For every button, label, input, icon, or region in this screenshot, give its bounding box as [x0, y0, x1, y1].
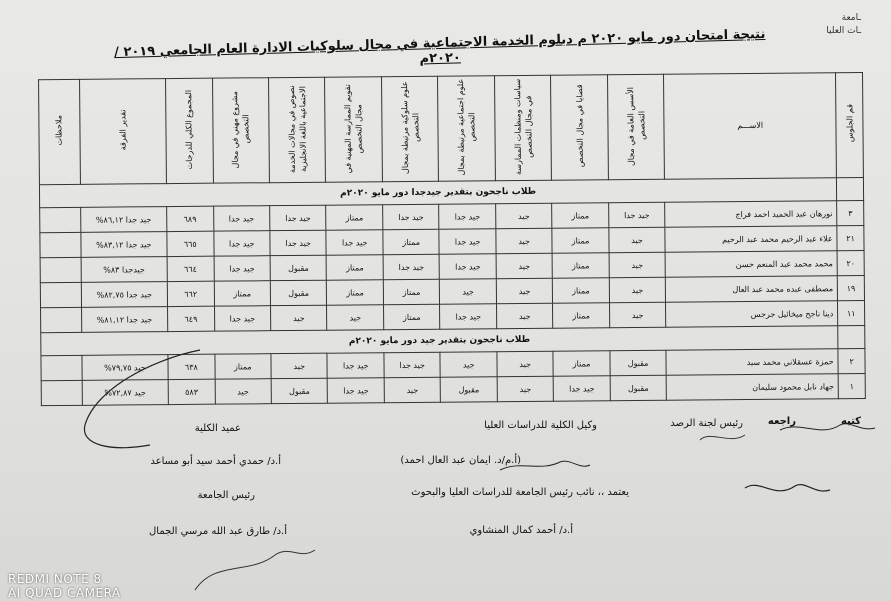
header-col4: علوم اجتماعية مرتبطة بمجال التخصص: [438, 76, 495, 181]
header-col5: علوم سلوكية مرتبطة بمجال التخصص: [381, 76, 438, 181]
vice-dean-label: وكيل الكلية للدراسات العليا: [484, 420, 597, 431]
student-name: محمد محمد عبد المنعم حسن: [665, 251, 837, 277]
camera-watermark: [8, 572, 121, 600]
header-grade: تقدير الفرقة: [79, 79, 166, 185]
president-name: أ.د/ طارق عبد الله مرسي الجمال: [149, 526, 287, 537]
student-name: جهاد نابل محمود سليمان: [666, 374, 838, 400]
table-row: ١ جهاد نابل محمود سليمان مقبول جيد جدا جيد مقبول جيد جيد جدا مقبول جيد ٥٨٣ جيد ٧٢,٨٧%: [41, 373, 865, 405]
table-row: ١١ دينا ناجح ميخائيل جرجس جيد ممتاز جيد جيد جدا ممتاز جيد جيد جيد جدا ٦٤٩ جيد جدا ٨١,١٢%: [41, 300, 865, 332]
header-notes: ملاحظات: [39, 79, 80, 184]
camera-tag: AI QUAD CAMERA: [8, 586, 121, 600]
section-title-2: طلاب ناجحون بتقدير جيد دور مايو ٢٠٢٠م: [41, 326, 838, 356]
table-row: ٢١ علاء عبد الرحيم محمد عبد الرحيم جيد ممتاز جيد جيد جدا ممتاز جيد جدا جيد جدا جيد جدا ٦٦٥ جيد جدا ٨٣,١٢%: [40, 225, 864, 257]
header-total: المجموع الكلي للدرجات: [166, 78, 213, 183]
table-row: ٢ حمزة عسقلاني محمد سيد مقبول ممتاز جيد جيد جيد جدا جيد جدا جيد ممتاز ٦٣٨ جيد ٧٩,٧٥%: [41, 348, 865, 380]
corner-line-2: ـات العليا: [826, 26, 861, 36]
dean-name: أ.د/ حمدي أحمد سيد أبو مساعد: [150, 456, 281, 467]
table-row: ١٩ مصطفى عبده محمد عبد العال جيد ممتاز جيد جيد ممتاز ممتاز مقبول ممتاز ٦٦٢ جيد جدا ٨٢,٧٥%: [40, 275, 864, 307]
student-name: حمزة عسقلاني محمد سيد: [666, 349, 838, 375]
corner-line-1: ـامعة: [841, 13, 861, 23]
dean-label: عميد الكلية: [194, 423, 241, 434]
table-row: ٢٠ محمد محمد عبد المنعم حسن جيد ممتاز جيد جيد جدا جيد جدا ممتاز مقبول جيد جدا ٦٦٤ جيدجدا ٨٣%: [40, 250, 864, 282]
header-col6: تقويم الممارسة المهنية في مجال التخصص: [325, 77, 382, 182]
camera-model: REDMI NOTE 8: [8, 572, 102, 586]
committee-label: رئيس لجنة الرصد: [670, 418, 743, 429]
approve-label: يعتمد ،، نائب رئيس الجامعة للدراسات العليا والبحوث: [411, 487, 629, 498]
student-name: نورهان عبد الحميد احمد فراج: [665, 201, 837, 227]
table-row: ٣ نورهان عبد الحميد احمد فراج جيد جدا ممتاز جيد جيد جدا جيد جدا ممتاز جيد جدا جيد جدا ٦٨٩ جيد جدا ٨٦,١٢%: [40, 200, 864, 232]
writer-label: كتبه: [840, 416, 861, 427]
header-name: الاســـم: [664, 73, 837, 179]
vice-dean-name: (أ.م/د. ايمان عبد العال احمد): [400, 455, 521, 466]
section-title-1: طلاب ناجحون بتقدير جيدجدا دور مايو ٢٠٢٠م: [39, 178, 836, 208]
header-col2: قضايا في مجال التخصص: [551, 75, 608, 180]
student-name: علاء عبد الرحيم محمد عبد الرحيم: [665, 226, 837, 252]
student-name: دينا ناجح ميخائيل جرجس: [666, 301, 838, 327]
page-title: نتيجة امتحان دور مايو ٢٠٢٠ م دبلوم الخدمة الاجتماعية في مجال سلوكيات الادارة العام الجامعي ٢٠١٩ / ٢٠٢٠م: [113, 26, 766, 67]
reviewer-label: راجعه: [767, 416, 796, 427]
president-label: رئيس الجامعة: [197, 490, 255, 501]
header-col7: نصوص في مجالات الخدمة الاجتماعية باللغة الانجليزية: [269, 77, 326, 182]
approve-name: أ.د/ أحمد كمال المنشاوي: [469, 525, 573, 536]
student-name: مصطفى عبده محمد عبد العال: [666, 276, 838, 302]
header-col8: مشروع مهني في مجال التخصص: [212, 78, 269, 183]
header-col1: الأسس العامة في مجال التخصص: [607, 74, 664, 179]
header-seq: قم الجلوس: [836, 73, 864, 178]
header-col3: سياسات ومنظمات الممارسة في مجال التخصص: [494, 75, 551, 180]
